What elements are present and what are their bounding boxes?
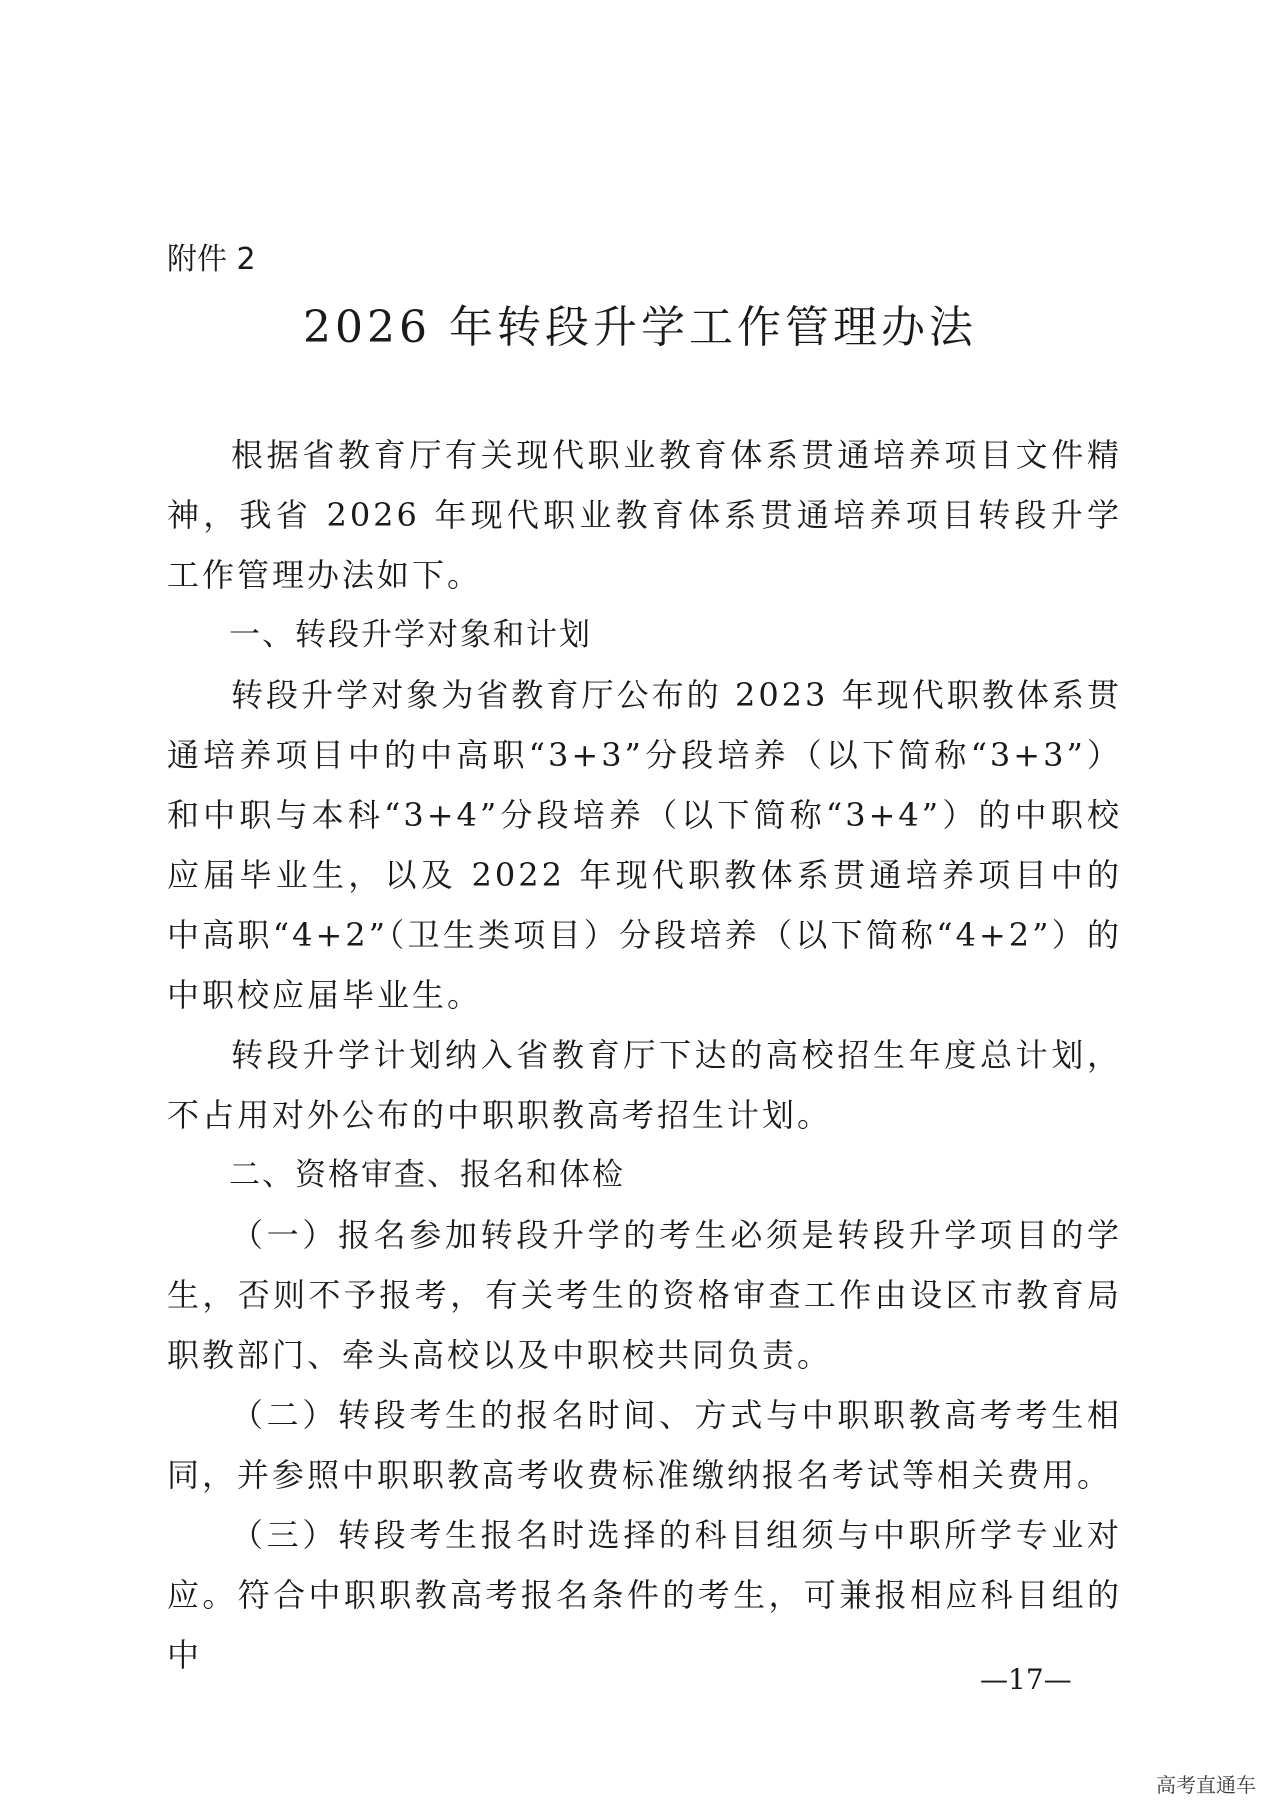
paragraph-item-1: （一）报名参加转段升学的考生必须是转段升学项目的学生，否则不予报考，有关考生的资格审查工作由设区市教育局职教部门、牵头高校以及中职校共同负责。 — [167, 1216, 1122, 1374]
paragraph-intro: 根据省教育厅有关现代职业教育体系贯通培养项目文件精神，我省 2026 年现代职业教育体系贯通培养项目转段升学工作管理办法如下。 — [167, 436, 1122, 594]
document-title: 2026 年转段升学工作管理办法 — [303, 302, 977, 353]
paragraph-target: 转段升学对象为省教育厅公布的 2023 年现代职教体系贯通培养项目中的中高职“3+3”分段培养（以下简称“3+3”）和中职与本科“3+4”分段培养（以下简称“3+4”）的中职校应届毕业生，以及 2022 年现代职教体系贯通培养项目中的中高职“4+2”（卫生类项目）分段培养（以下简称“4+2”）的中职校应届毕业生。 — [167, 676, 1122, 1014]
paragraph-item-2: （二）转段考生的报名时间、方式与中职职教高考考生相同，并参照中职职教高考收费标准缴纳报名考试等相关费用。 — [167, 1396, 1122, 1494]
attachment-label: 附件 2 — [167, 242, 256, 277]
paragraph-item-3: （三）转段考生报名时选择的科目组须与中职所学专业对应。符合中职职教高考报名条件的考生，可兼报相应科目组的中 — [167, 1516, 1122, 1674]
paragraph-plan: 转段升学计划纳入省教育厅下达的高校招生年度总计划，不占用对外公布的中职职教高考招生计划。 — [167, 1036, 1122, 1134]
watermark: 高考直通车 — [1156, 1773, 1256, 1797]
section-heading-1: 一、转段升学对象和计划 — [229, 617, 592, 653]
document-body — [167, 425, 1122, 1685]
page-number: —17— — [980, 1663, 1072, 1696]
section-heading-2: 二、资格审查、报名和体检 — [229, 1157, 625, 1193]
